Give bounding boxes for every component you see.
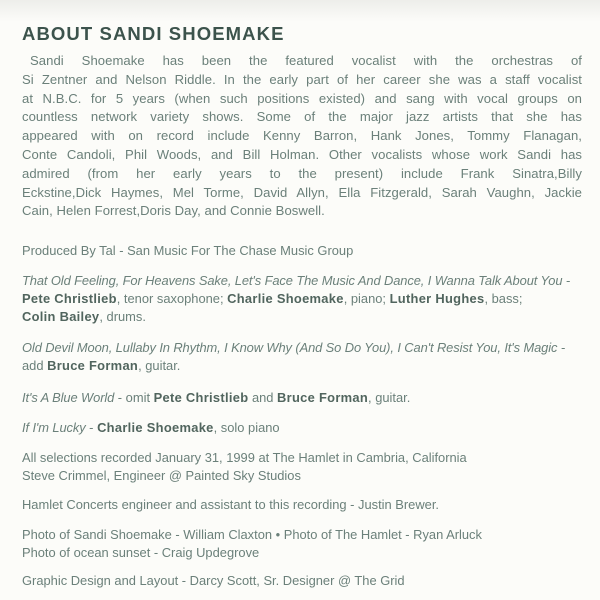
page-title: ABOUT SANDI SHOEMAKE — [22, 23, 285, 44]
paragraph-line: at N.B.C. for 5 years (when such positions existed) and sang with vocal groups on — [22, 90, 582, 106]
credit-line — [22, 272, 582, 290]
musician-name: Charlie Shoemake — [227, 291, 344, 307]
credit-line — [22, 357, 582, 375]
engineer-credit: Steve Crimmel, Engineer @ Painted Sky Studios — [22, 468, 301, 484]
musician-name: Bruce Forman — [277, 390, 369, 406]
text-segment: and — [248, 390, 278, 406]
recording-info — [22, 449, 582, 485]
about-paragraph — [22, 52, 582, 221]
track-personnel-blue-world — [22, 389, 582, 407]
musician-name: Charlie Shoemake — [97, 420, 214, 436]
track-titles: It's A Blue World — [22, 390, 115, 406]
track-titles: If I'm Lucky — [22, 420, 86, 436]
paragraph-line: Eckstine,Dick Haymes, Mel Torme, David Allyn, Ella Fitzgerald, Sarah Vaughn, Jackie — [22, 184, 582, 200]
credit-line — [22, 339, 582, 357]
photo-credit-line: Photo of ocean sunset - Craig Updegrove — [22, 545, 260, 561]
credit-line — [22, 389, 582, 407]
paragraph-line: Sandi Shoemake has been the featured vocalist with the orchestras of — [30, 53, 582, 68]
credit-line: Graphic Design and Layout - Darcy Scott, Sr. Designer @ The Grid — [22, 573, 405, 589]
credit-line — [22, 308, 582, 326]
text-segment: - omit — [114, 390, 154, 406]
musician-name: Pete Christlieb — [153, 390, 249, 406]
track-titles: Old Devil Moon, Lullaby In Rhythm, I Know Why (And So Do You), I Can't Resist You, It's Magic - — [22, 340, 566, 356]
track-personnel-add-guitar — [22, 339, 582, 375]
scan-shade — [0, 0, 600, 22]
recording-date-location: All selections recorded January 31, 1999 at The Hamlet in Cambria, California — [22, 450, 467, 466]
text-segment: , guitar. — [368, 390, 411, 406]
photo-credits — [22, 526, 582, 562]
text-segment: , drums. — [99, 309, 146, 325]
design-credit — [22, 572, 582, 590]
paragraph-line: admired (from her early years to the present) include Frank Sinatra,Billy — [22, 165, 582, 181]
credit-line — [22, 290, 582, 308]
paragraph-line: Conte Candoli, Phil Woods, and Bill Holman. Other vocalists whose work Sandi has — [22, 146, 582, 162]
paragraph-line: Cain, Helen Forrest,Doris Day, and Connie Boswell. — [22, 203, 325, 219]
musician-name: Bruce Forman — [47, 358, 139, 374]
track-personnel-lucky — [22, 419, 582, 437]
credit-line — [22, 419, 582, 437]
paragraph-line: appeared with on record include Kenny Barron, Hank Jones, Tommy Flanagan, — [22, 128, 582, 144]
credit-line: Hamlet Concerts engineer and assistant to this recording - Justin Brewer. — [22, 497, 439, 513]
track-titles: That Old Feeling, For Heavens Sake, Let's Face The Music And Dance, I Wanna Talk About You - — [22, 273, 571, 289]
producer-credit: Produced By Tal - San Music For The Chase Music Group — [22, 243, 354, 259]
track-personnel-quartet — [22, 272, 582, 326]
text-segment: , solo piano — [213, 420, 280, 436]
text-segment: add — [22, 358, 48, 374]
text-segment: , tenor saxophone; — [116, 291, 228, 307]
text-segment: , piano; — [343, 291, 390, 307]
musician-name: Pete Christlieb — [22, 291, 117, 307]
text-segment: , bass; — [484, 291, 523, 307]
musician-name: Colin Bailey — [22, 309, 100, 325]
paragraph-line: Si Zentner and Nelson Riddle. In the early part of her career she was a staff vocalist — [22, 71, 582, 87]
assistant-engineer-credit — [22, 496, 582, 514]
musician-name: Luther Hughes — [389, 291, 485, 307]
text-segment: , guitar. — [138, 358, 181, 374]
photo-credit-line: Photo of Sandi Shoemake - William Claxton • Photo of The Hamlet - Ryan Arluck — [22, 527, 482, 543]
text-segment: - — [85, 420, 98, 436]
credits-section — [22, 242, 582, 590]
paragraph-line: countless network variety shows. Some of the major jazz artists that she has — [22, 109, 582, 125]
